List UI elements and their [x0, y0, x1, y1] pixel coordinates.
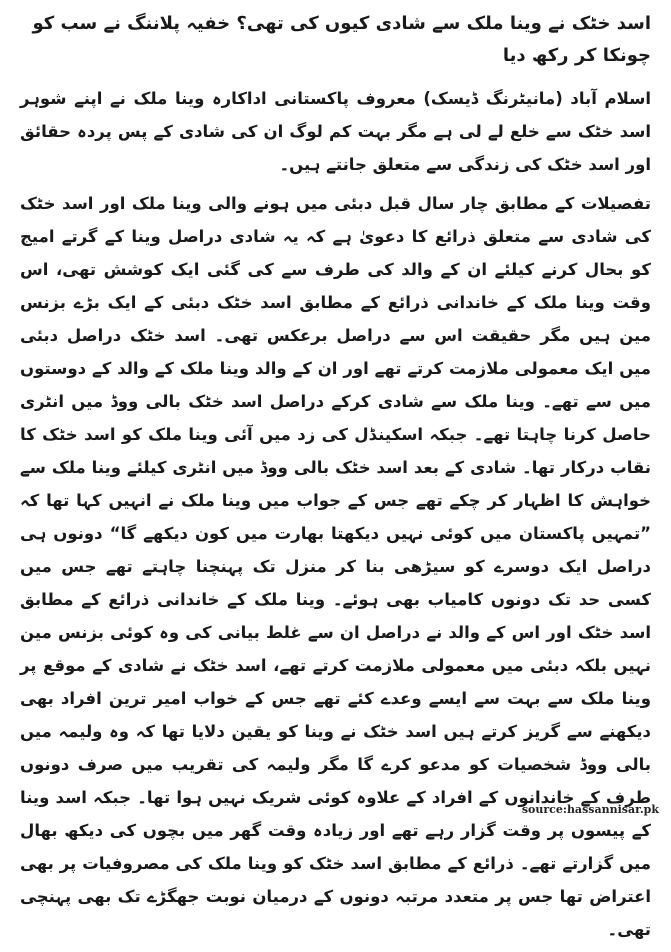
- source-credit: source:hassannisar.pk: [521, 803, 659, 816]
- article-headline: اسد خٹک نے وینا ملک سے شادی کیوں کی تھی؟ خفیہ پلاننگ نے سب کو چونکا کر رکھ دیا: [32, 13, 651, 66]
- article-intro-paragraph: اسلام آباد (مانیٹرنگ ڈیسک) معروف پاکستانی اداکارہ وینا ملک نے اپنے شوہر اسد خٹک سے خلع لے لی ہے مگر بہت کم لوگ ان کی شادی کے پس پردہ حقائق اور اسد خٹک کی زندگی سے متعلق جانتے ہیں۔: [20, 89, 651, 174]
- article-body-paragraph: تفصیلات کے مطابق چار سال قبل دبئی میں ہونے والی وینا ملک اور اسد خٹک کی شادی سے متعلق ذرائع کا دعویٰ ہے کہ یہ شادی دراصل وینا کے گرتے امیج کو بحال کرنے کیلئے ان کے والد کی طرف سے کی گئی ایک کوشش تھی، اس وقت وینا ملک کے خاندانی ذرائع کے مطابق اسد خٹک دبئی کے ایک بڑے بزنس مین ہیں مگر حقیقت اس سے دراصل برعکس تھی۔ اسد خٹک دراصل دبئی میں ایک معمولی ملازمت کرتے تھے اور ان کے والد وینا ملک کے والد کے دوستوں میں سے تھے۔ وینا ملک سے شادی کرکے دراصل اسد خٹک بالی ووڈ میں انٹری حاصل کرنا چاہتا تھے۔ جبکہ اسکینڈل کی زد میں آئی وینا ملک کو اسد خٹک کا نقاب درکار تھا۔ شادی کے بعد اسد خٹک بالی ووڈ میں انٹری کیلئے وینا ملک سے خواہش کا اظہار کر چکے تھے جس کے جواب میں وینا ملک نے انہیں کہا تھا کہ ”تمہیں پاکستان میں کوئی نہیں دیکھتا بھارت میں کون دیکھے گا“ دونوں ہی دراصل ایک دوسرے کو سیڑھی بنا کر منزل تک پہنچنا چاہتے تھے جس میں کسی حد تک دونوں کامیاب بھی ہوئے۔ وینا ملک کے خاندانی ذرائع کے مطابق اسد خٹک اور اس کے والد نے دراصل ان سے غلط بیانی کی وہ کوئی بزنس مین نہیں بلکہ دبئی میں معمولی ملازمت کرتے تھے، اسد خٹک نے شادی کے موقع پر وینا ملک سے بہت سے ایسے وعدے کئے تھے جس کے خواب امیر ترین افراد بھی دیکھنے سے گریز کرتے ہیں اسد خٹک نے وینا کو یقین دلایا تھا کہ وہ ولیمہ میں بالی ووڈ شخصیات کو مدعو کرے گا مگر ولیمہ کی تقریب میں صرف دونوں طرف کے خاندانوں کے افراد کے علاوہ کوئی شریک نہیں ہوا تھا۔ جبکہ اسد وینا کے پیسوں پر وقت گزار رہے تھے اور زیادہ وقت گھر میں بچوں کی دیکھ بھال میں گزارتے تھے۔ ذرائع کے مطابق اسد خٹک کو وینا ملک کی مصروفیات پر بھی اعتراض تھا جس پر متعدد مرتبہ دونوں کے درمیان نوبت جھگڑے تک بھی پہنچی تھی۔: [20, 194, 651, 939]
